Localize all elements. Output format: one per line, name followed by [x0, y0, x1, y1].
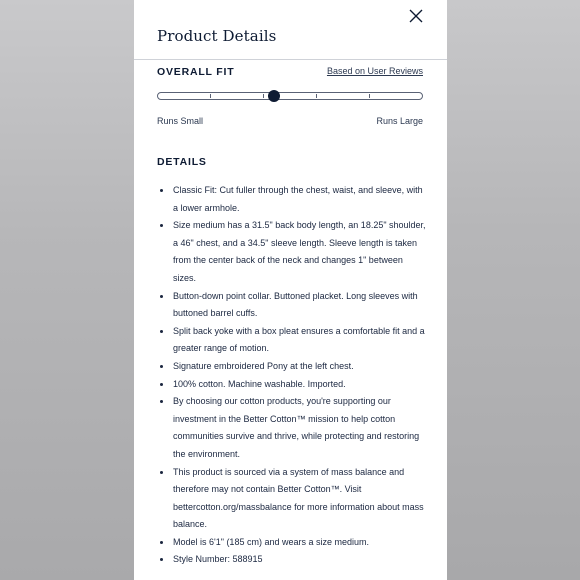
user-reviews-link[interactable]: Based on User Reviews: [326, 66, 423, 76]
fit-scale-tick: [210, 94, 211, 98]
list-item: Style Number: 588915: [157, 551, 427, 569]
fit-scale-tick: [263, 94, 264, 98]
overall-fit-label: OVERALL FIT: [157, 66, 235, 78]
list-item: Button-down point collar. Buttoned placket. Long sleeves with buttoned barrel cuffs.: [157, 288, 427, 323]
fit-scale-tick: [369, 94, 370, 98]
background-right: [447, 0, 580, 580]
details-list: [157, 182, 427, 569]
close-icon[interactable]: [408, 8, 424, 24]
list-item: Model is 6'1" (185 cm) and wears a size medium.: [157, 534, 427, 552]
runs-small-label: Runs Small: [157, 116, 204, 126]
list-item: Classic Fit: Cut fuller through the chest, waist, and sleeve, with a lower armhole.: [157, 182, 427, 217]
fit-scale-tick: [316, 94, 317, 98]
list-item: This product is sourced via a system of mass balance and therefore may not contain Better Cotton™. Visit bettercotton.org/massbalance for more information about mass balance.: [157, 464, 427, 534]
list-item: By choosing our cotton products, you're supporting our investment in the Better Cotton™ mission to help cotton communities survive and thrive, while protecting and restoring the environment.: [157, 393, 427, 463]
list-item: Size medium has a 31.5" back body length, an 18.25" shoulder, a 46" chest, and a 34.5" sleeve length. Sleeve length is taken from the center back of the neck and changes 1" between sizes.: [157, 217, 427, 287]
list-item: 100% cotton. Machine washable. Imported.: [157, 376, 427, 394]
divider: [134, 59, 447, 60]
details-heading: DETAILS: [157, 156, 207, 168]
fit-scale-track[interactable]: [157, 92, 423, 100]
fit-indicator-dot[interactable]: [268, 90, 280, 102]
panel-title: Product Details: [157, 27, 277, 45]
product-details-panel: [134, 0, 447, 580]
list-item: Split back yoke with a box pleat ensures a comfortable fit and a greater range of motion.: [157, 323, 427, 358]
runs-large-label: Runs Large: [376, 116, 423, 126]
background-left: [0, 0, 134, 580]
list-item: Signature embroidered Pony at the left chest.: [157, 358, 427, 376]
